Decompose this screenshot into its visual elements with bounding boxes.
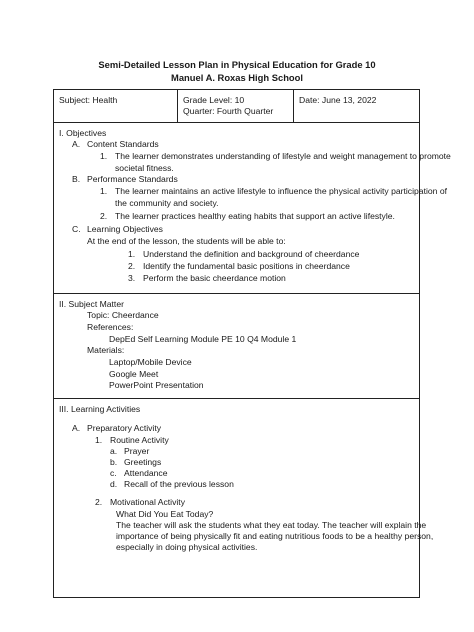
preparatory-activity-label: A. bbox=[72, 423, 81, 433]
learning-objective-3-text: Perform the basic cheerdance motion bbox=[143, 273, 286, 283]
motivation-text-line2: importance of being physically fit and eating nutritious foods to be a healthy person, bbox=[116, 531, 434, 541]
title-line-1: Semi-Detailed Lesson Plan in Physical Education for Grade 10 bbox=[98, 59, 376, 70]
objectives-heading: I. Objectives bbox=[59, 128, 107, 138]
grade-cell bbox=[178, 90, 294, 122]
learning-activities-heading: III. Learning Activities bbox=[59, 404, 141, 414]
performance-standard-1-num: 1. bbox=[100, 186, 108, 196]
subject-matter-section bbox=[53, 293, 420, 399]
document-title bbox=[0, 59, 474, 84]
routine-activity-heading: Routine Activity bbox=[110, 435, 169, 445]
topic-label: Topic: Cheerdance bbox=[87, 310, 159, 320]
learning-activities-section bbox=[53, 398, 434, 598]
learning-objective-3-num: 3. bbox=[128, 273, 136, 283]
routine-item-b-text: Greetings bbox=[124, 457, 162, 467]
preparatory-activity-heading: Preparatory Activity bbox=[87, 423, 162, 433]
content-standards-label: A. bbox=[72, 139, 81, 149]
motivation-text-line3: especially in doing physical activities. bbox=[116, 542, 258, 552]
learning-objectives-heading: Learning Objectives bbox=[87, 224, 163, 234]
performance-standards-label: B. bbox=[72, 174, 81, 184]
header-table bbox=[53, 89, 420, 123]
title-line-2: Manuel A. Roxas High School bbox=[171, 71, 303, 83]
references-label: References: bbox=[87, 322, 134, 332]
motivational-activity-heading: Motivational Activity bbox=[110, 497, 185, 507]
learning-objectives-intro: At the end of the lesson, the students will be able to: bbox=[87, 236, 286, 246]
routine-item-a-letter: a. bbox=[110, 446, 118, 456]
learning-objective-2-num: 2. bbox=[128, 261, 136, 271]
learning-objective-1-text: Understand the definition and background of cheerdance bbox=[143, 249, 360, 259]
content-standard-1-line2: societal fitness. bbox=[115, 163, 174, 173]
routine-item-c-text: Attendance bbox=[124, 468, 168, 478]
grade-level-label: Grade Level: 10 bbox=[183, 95, 245, 105]
routine-item-a-text: Prayer bbox=[124, 446, 150, 456]
subject-label: Subject: Health bbox=[59, 95, 118, 105]
reference-item: DepEd Self Learning Module PE 10 Q4 Module 1 bbox=[109, 334, 297, 344]
motivation-title: What Did You Eat Today? bbox=[116, 509, 214, 519]
material-item-3: PowerPoint Presentation bbox=[109, 380, 204, 390]
routine-item-b-letter: b. bbox=[110, 457, 118, 467]
motivational-activity-num: 2. bbox=[95, 497, 103, 507]
routine-item-d-letter: d. bbox=[110, 479, 118, 489]
performance-standard-1-line1: The learner maintains an active lifestyle to influence the physical activity participation of bbox=[115, 186, 447, 196]
quarter-label: Quarter: Fourth Quarter bbox=[183, 106, 274, 117]
date-cell bbox=[294, 90, 419, 122]
routine-item-c-letter: c. bbox=[110, 468, 117, 478]
subject-matter-heading: II. Subject Matter bbox=[59, 299, 124, 309]
learning-objective-2-text: Identify the fundamental basic positions in cheerdance bbox=[143, 261, 350, 271]
performance-standard-2-num: 2. bbox=[100, 211, 108, 221]
learning-objectives-label: C. bbox=[72, 224, 81, 234]
routine-activity-num: 1. bbox=[95, 435, 103, 445]
material-item-2: Google Meet bbox=[109, 369, 159, 379]
material-item-1: Laptop/Mobile Device bbox=[109, 357, 192, 367]
content-standard-1-num: 1. bbox=[100, 151, 108, 161]
subject-cell bbox=[54, 90, 178, 122]
date-label: Date: June 13, 2022 bbox=[299, 95, 377, 105]
materials-label: Materials: bbox=[87, 345, 125, 355]
performance-standard-1-line2: the community and society. bbox=[115, 198, 219, 208]
content-standard-1-line1: The learner demonstrates understanding of lifestyle and weight management to promote bbox=[115, 151, 451, 161]
objectives-section bbox=[53, 122, 451, 294]
motivation-text-line1: The teacher will ask the students what they eat today. The teacher will explain the bbox=[116, 520, 427, 530]
performance-standard-2-text: The learner practices healthy eating habits that support an active lifestyle. bbox=[115, 211, 395, 221]
learning-objective-1-num: 1. bbox=[128, 249, 136, 259]
content-standards-heading: Content Standards bbox=[87, 139, 159, 149]
routine-item-d-text: Recall of the previous lesson bbox=[124, 479, 234, 489]
performance-standards-heading: Performance Standards bbox=[87, 174, 178, 184]
